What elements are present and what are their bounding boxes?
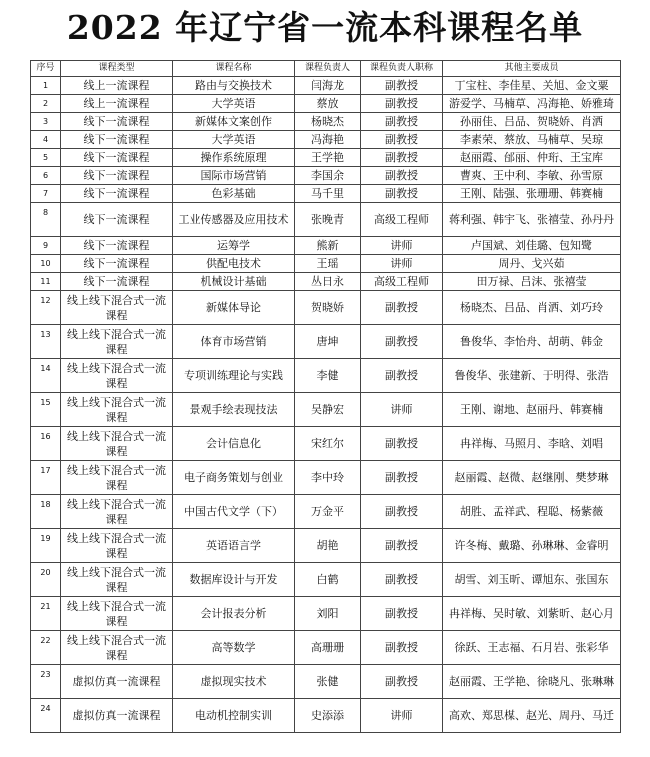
course-name: 中国古代文学（下） bbox=[173, 495, 295, 529]
row-number: 15 bbox=[31, 393, 61, 427]
other-members: 鲁俊华、张建新、于明得、张浩 bbox=[443, 359, 621, 393]
course-leader: 宋红尔 bbox=[295, 427, 361, 461]
row-number: 10 bbox=[31, 255, 61, 273]
row-number: 11 bbox=[31, 273, 61, 291]
row-number: 18 bbox=[31, 495, 61, 529]
leader-title: 副教授 bbox=[361, 529, 443, 563]
other-members: 卢国斌、刘佳璐、包知鹭 bbox=[443, 237, 621, 255]
table-row bbox=[31, 185, 621, 203]
course-name: 体育市场营销 bbox=[173, 325, 295, 359]
course-name: 虚拟现实技术 bbox=[173, 665, 295, 699]
leader-title: 副教授 bbox=[361, 131, 443, 149]
course-leader: 史添添 bbox=[295, 699, 361, 733]
leader-title: 副教授 bbox=[361, 665, 443, 699]
course-name: 电动机控制实训 bbox=[173, 699, 295, 733]
course-type: 线上线下混合式一流课程 bbox=[61, 461, 173, 495]
course-name: 数据库设计与开发 bbox=[173, 563, 295, 597]
row-number: 22 bbox=[31, 631, 61, 665]
other-members: 赵丽霞、王学艳、徐晓凡、张琳琳 bbox=[443, 665, 621, 699]
course-leader: 胡艳 bbox=[295, 529, 361, 563]
other-members: 孙丽佳、吕品、贺晓娇、肖洒 bbox=[443, 113, 621, 131]
course-leader: 冯海艳 bbox=[295, 131, 361, 149]
row-number: 16 bbox=[31, 427, 61, 461]
leader-title: 高级工程师 bbox=[361, 273, 443, 291]
table-row bbox=[31, 167, 621, 185]
other-members: 王刚、谢地、赵丽丹、韩赛楠 bbox=[443, 393, 621, 427]
leader-title: 副教授 bbox=[361, 113, 443, 131]
course-name: 路由与交换技术 bbox=[173, 77, 295, 95]
course-leader: 白鹤 bbox=[295, 563, 361, 597]
table-row bbox=[31, 461, 621, 495]
course-leader: 万金平 bbox=[295, 495, 361, 529]
table-row bbox=[31, 149, 621, 167]
course-type: 线上线下混合式一流课程 bbox=[61, 325, 173, 359]
course-leader: 张晚青 bbox=[295, 203, 361, 237]
table-row bbox=[31, 131, 621, 149]
table-row bbox=[31, 291, 621, 325]
row-number: 6 bbox=[31, 167, 61, 185]
course-leader: 唐坤 bbox=[295, 325, 361, 359]
course-type: 线上一流课程 bbox=[61, 77, 173, 95]
leader-title: 副教授 bbox=[361, 461, 443, 495]
leader-title: 副教授 bbox=[361, 291, 443, 325]
table-row bbox=[31, 255, 621, 273]
leader-title: 副教授 bbox=[361, 495, 443, 529]
course-name: 供配电技术 bbox=[173, 255, 295, 273]
row-number: 23 bbox=[31, 665, 61, 699]
table-header-row bbox=[31, 61, 621, 77]
leader-title: 副教授 bbox=[361, 167, 443, 185]
course-type: 线下一流课程 bbox=[61, 237, 173, 255]
table-row bbox=[31, 427, 621, 461]
header-cell: 课程类型 bbox=[61, 61, 173, 77]
course-name: 会计信息化 bbox=[173, 427, 295, 461]
header-cell: 序号 bbox=[31, 61, 61, 77]
course-name: 大学英语 bbox=[173, 131, 295, 149]
other-members: 丁宝柱、李佳星、关旭、金文粟 bbox=[443, 77, 621, 95]
course-name: 大学英语 bbox=[173, 95, 295, 113]
row-number: 4 bbox=[31, 131, 61, 149]
page-title: 2022 年辽宁省一流本科课程名单 bbox=[66, 8, 584, 47]
other-members: 蒋利强、韩宇飞、张禧莹、孙丹丹 bbox=[443, 203, 621, 237]
leader-title: 副教授 bbox=[361, 149, 443, 167]
other-members: 徐跃、王志福、石月岩、张彩华 bbox=[443, 631, 621, 665]
other-members: 胡雪、刘玉昕、谭旭东、张国东 bbox=[443, 563, 621, 597]
table-row bbox=[31, 665, 621, 699]
row-number: 17 bbox=[31, 461, 61, 495]
table-row bbox=[31, 113, 621, 131]
course-leader: 王学艳 bbox=[295, 149, 361, 167]
course-leader: 李健 bbox=[295, 359, 361, 393]
other-members: 赵丽霞、邰丽、仲珩、王宝库 bbox=[443, 149, 621, 167]
leader-title: 副教授 bbox=[361, 325, 443, 359]
course-name: 景观手绘表现技法 bbox=[173, 393, 295, 427]
course-type: 虚拟仿真一流课程 bbox=[61, 699, 173, 733]
course-name: 工业传感器及应用技术 bbox=[173, 203, 295, 237]
course-leader: 李中玲 bbox=[295, 461, 361, 495]
course-type: 线上线下混合式一流课程 bbox=[61, 529, 173, 563]
leader-title: 副教授 bbox=[361, 77, 443, 95]
other-members: 高欢、郑思楳、赵光、周丹、马迁 bbox=[443, 699, 621, 733]
other-members: 胡胜、孟祥武、程聪、杨紫薇 bbox=[443, 495, 621, 529]
header-cell: 其他主要成员 bbox=[443, 61, 621, 77]
row-number: 7 bbox=[31, 185, 61, 203]
other-members: 冉祥梅、马照月、李晗、刘唱 bbox=[443, 427, 621, 461]
other-members: 李素荣、蔡放、马楠草、吴琼 bbox=[443, 131, 621, 149]
other-members: 杨晓杰、吕品、肖洒、刘巧玲 bbox=[443, 291, 621, 325]
course-type: 线上线下混合式一流课程 bbox=[61, 597, 173, 631]
row-number: 19 bbox=[31, 529, 61, 563]
course-name: 新媒体文案创作 bbox=[173, 113, 295, 131]
course-leader: 熊新 bbox=[295, 237, 361, 255]
course-type: 线下一流课程 bbox=[61, 167, 173, 185]
course-name: 会计报表分析 bbox=[173, 597, 295, 631]
course-leader: 马千里 bbox=[295, 185, 361, 203]
course-type: 线上线下混合式一流课程 bbox=[61, 393, 173, 427]
course-type: 线上线下混合式一流课程 bbox=[61, 359, 173, 393]
row-number: 12 bbox=[31, 291, 61, 325]
row-number: 20 bbox=[31, 563, 61, 597]
course-type: 线下一流课程 bbox=[61, 255, 173, 273]
course-type: 线下一流课程 bbox=[61, 185, 173, 203]
course-type: 线上线下混合式一流课程 bbox=[61, 427, 173, 461]
header-cell: 课程负责人 bbox=[295, 61, 361, 77]
table-row bbox=[31, 393, 621, 427]
course-leader: 李国余 bbox=[295, 167, 361, 185]
table-row bbox=[31, 325, 621, 359]
course-type: 线下一流课程 bbox=[61, 203, 173, 237]
leader-title: 副教授 bbox=[361, 185, 443, 203]
leader-title: 高级工程师 bbox=[361, 203, 443, 237]
course-name: 专项训练理论与实践 bbox=[173, 359, 295, 393]
row-number: 1 bbox=[31, 77, 61, 95]
course-leader: 杨晓杰 bbox=[295, 113, 361, 131]
leader-title: 副教授 bbox=[361, 359, 443, 393]
course-type: 线下一流课程 bbox=[61, 131, 173, 149]
table-row bbox=[31, 77, 621, 95]
table-row bbox=[31, 203, 621, 237]
table-row bbox=[31, 95, 621, 113]
course-type: 线下一流课程 bbox=[61, 149, 173, 167]
row-number: 8 bbox=[31, 203, 61, 237]
other-members: 王刚、陆强、张珊珊、韩赛楠 bbox=[443, 185, 621, 203]
course-leader: 贺晓娇 bbox=[295, 291, 361, 325]
course-type: 线上线下混合式一流课程 bbox=[61, 563, 173, 597]
row-number: 24 bbox=[31, 699, 61, 733]
course-type: 线下一流课程 bbox=[61, 113, 173, 131]
leader-title: 副教授 bbox=[361, 631, 443, 665]
leader-title: 讲师 bbox=[361, 255, 443, 273]
row-number: 14 bbox=[31, 359, 61, 393]
course-leader: 张健 bbox=[295, 665, 361, 699]
course-type: 线上一流课程 bbox=[61, 95, 173, 113]
row-number: 2 bbox=[31, 95, 61, 113]
row-number: 21 bbox=[31, 597, 61, 631]
other-members: 游爱学、马楠草、冯海艳、娇雅琦 bbox=[443, 95, 621, 113]
table-row bbox=[31, 597, 621, 631]
row-number: 5 bbox=[31, 149, 61, 167]
other-members: 鲁俊华、李怡舟、胡萌、韩金 bbox=[443, 325, 621, 359]
other-members: 赵丽霞、赵微、赵继刚、樊梦琳 bbox=[443, 461, 621, 495]
leader-title: 讲师 bbox=[361, 699, 443, 733]
leader-title: 副教授 bbox=[361, 597, 443, 631]
leader-title: 副教授 bbox=[361, 95, 443, 113]
row-number: 9 bbox=[31, 237, 61, 255]
course-type: 线上线下混合式一流课程 bbox=[61, 291, 173, 325]
course-name: 运筹学 bbox=[173, 237, 295, 255]
course-name: 国际市场营销 bbox=[173, 167, 295, 185]
table-row bbox=[31, 359, 621, 393]
course-leader: 蔡放 bbox=[295, 95, 361, 113]
course-name: 机械设计基础 bbox=[173, 273, 295, 291]
leader-title: 讲师 bbox=[361, 393, 443, 427]
table-row bbox=[31, 699, 621, 733]
other-members: 曹爽、王中利、李敏、孙雪原 bbox=[443, 167, 621, 185]
table-row bbox=[31, 273, 621, 291]
header-cell: 课程负责人职称 bbox=[361, 61, 443, 77]
leader-title: 副教授 bbox=[361, 563, 443, 597]
course-table bbox=[30, 60, 621, 733]
course-leader: 高珊珊 bbox=[295, 631, 361, 665]
leader-title: 副教授 bbox=[361, 427, 443, 461]
other-members: 许冬梅、戴璐、孙琳琳、金睿明 bbox=[443, 529, 621, 563]
course-type: 线上线下混合式一流课程 bbox=[61, 495, 173, 529]
course-type: 线下一流课程 bbox=[61, 273, 173, 291]
course-leader: 闫海龙 bbox=[295, 77, 361, 95]
leader-title: 讲师 bbox=[361, 237, 443, 255]
table-row bbox=[31, 563, 621, 597]
table-row bbox=[31, 631, 621, 665]
header-cell: 课程名称 bbox=[173, 61, 295, 77]
other-members: 冉祥梅、吴时敏、刘紫昕、赵心月 bbox=[443, 597, 621, 631]
other-members: 周丹、戈兴茹 bbox=[443, 255, 621, 273]
course-name: 电子商务策划与创业 bbox=[173, 461, 295, 495]
course-leader: 王瑶 bbox=[295, 255, 361, 273]
course-leader: 刘阳 bbox=[295, 597, 361, 631]
row-number: 13 bbox=[31, 325, 61, 359]
course-name: 新媒体导论 bbox=[173, 291, 295, 325]
course-leader: 丛日永 bbox=[295, 273, 361, 291]
table-row bbox=[31, 237, 621, 255]
course-type: 虚拟仿真一流课程 bbox=[61, 665, 173, 699]
other-members: 田万禄、吕沫、张禧莹 bbox=[443, 273, 621, 291]
course-name: 色彩基础 bbox=[173, 185, 295, 203]
course-name: 高等数学 bbox=[173, 631, 295, 665]
table-row bbox=[31, 529, 621, 563]
course-leader: 吴静宏 bbox=[295, 393, 361, 427]
course-name: 英语语言学 bbox=[173, 529, 295, 563]
course-type: 线上线下混合式一流课程 bbox=[61, 631, 173, 665]
course-name: 操作系统原理 bbox=[173, 149, 295, 167]
row-number: 3 bbox=[31, 113, 61, 131]
table-row bbox=[31, 495, 621, 529]
